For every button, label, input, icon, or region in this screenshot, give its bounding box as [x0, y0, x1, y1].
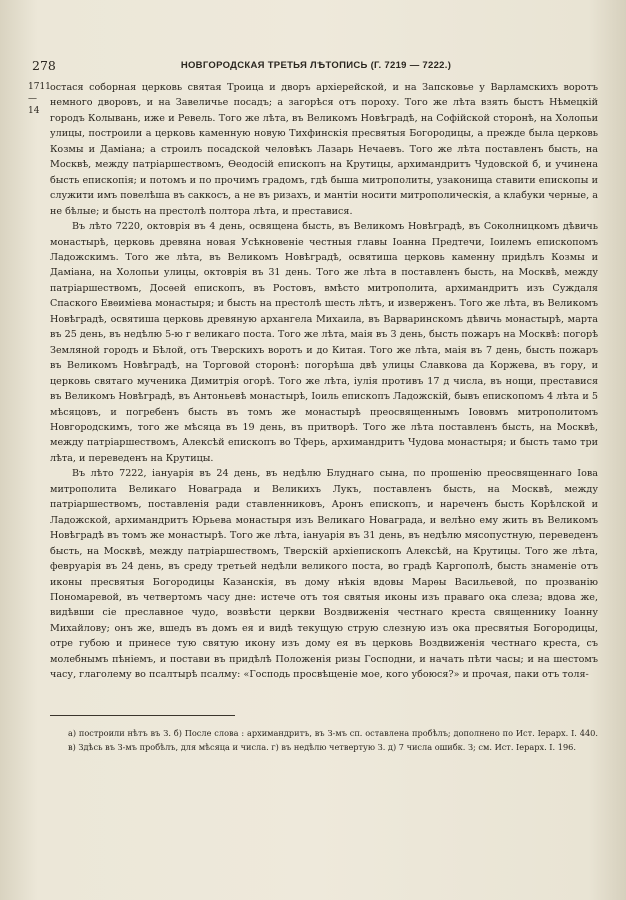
margin-year-line: 1711 [28, 82, 51, 92]
footnote: а) построили нѣтъ въ З. б) После слова : архимандритъ, въ З-мъ сп. оставлена пробѣлъ; дополнено по Ист. Іерарх. І. 440. в) Здѣсь въ З-мъ пробѣлъ, для мѣсяца и числа. г) въ недѣлю четвертую З. д) 7 числа ошибк. З; см. Ист. Іерарх. І. 196. [68, 728, 598, 752]
footnotes [68, 726, 598, 754]
footnote-divider [50, 715, 235, 716]
margin-year-note [28, 81, 51, 117]
margin-year-line: —14 [28, 94, 40, 116]
page-header [32, 58, 600, 74]
paragraph: Въ лѣто 7222, іануарія въ 24 день, въ недѣлю Блуднаго сына, по прошенію преосвященнаго Іова митрополита Великаго Новаграда и Великихъ Лукъ, поставленъ бысть, на Москвѣ, между патріаршествомъ, поставленія ради ставленниковъ, Аронъ епископъ, и нареченъ бысть Корѣлской и Ладожской, архимандритъ Юрьева монастыря изъ Великаго Новаграда, и велѣно ему жить въ Великомъ Новѣградѣ въ томъ же монастырѣ. Того же лѣта, іануарія въ 31 день, въ недѣлю мясопустную, переведенъ бысть, на Москвѣ, между патріаршествомъ, Тверскій архіепископъ Алексѣй, на Крутицы. Того же лѣта, февруарія въ 24 день, въ среду третьей недѣли великого поста, во градѣ Каргополѣ, бысть знаменіе отъ иконы пресвятыя Богородицы Казанскія, въ дому нѣкія вдовы Марѳы Васильевой, по прозванію Пономаревой, въ четвертомъ часу дне: истече отъ тоя святыя иконы изъ праваго ока слеза; вдова же, видѣвши сіе преславное чудо, возвѣсти церкви Воздвиженія честнаго креста священнику Іоанну Михайлову; онъ же, вшедъ въ домъ ея и видѣ текущую струю слезную изъ ока пресвятыя Богородицы, отре губою и принесе тую святую икону изъ дому ея въ церковь Воздвиженія честнаго креста, съ молебнымъ пѣніемъ, и постави въ придѣлѣ Положенія ризы Господни, и начать пѣти часы; и на шестомъ часу, глаголему во псалтырѣ псалму: «Господь просвѣщеніе мое, кого убоюся?» и прочая, паки отъ толя- [50, 468, 598, 681]
paragraph: остася соборная церковь святая Троица и дворъ архіерейской, и на Запсковье у Варламскихъ воротъ немногo дворовъ, и на Завеличье посадъ; а загорѣся отъ пороху. Того же лѣта взять быстъ Нѣмецкій городъ Колывань, иже и Ревель. Того же лѣта, въ Великомъ Новѣградѣ, на Софійской сторонѣ, на Холопьи улицы, построили а церковь каменную новую Тихфинскія пресвятыя Богородицы, а прежде была церковь Козмы и Даміана; а строилъ посадской человѣкъ Лазарь Нечаевъ. Того же лѣта поставленъ бысть, на Москвѣ, между патріаршествомъ, Ѳеодосій епископъ на Крутицы, архимандритъ Чудовской б, и учинена бысть епископія; и потомъ и по прочимъ градомъ, гдѣ быша митрополиты, узаконища ставити епископы и служити имъ повелѣша въ саккосъ, а не въ ризахъ, и мантіи носити митрополическія, а клабуки черные, а не бѣлые; и бысть на престолѣ полтора лѣта, и преставися. [50, 82, 598, 217]
chronicle-text [50, 80, 598, 683]
paragraph: Въ лѣто 7220, октоврія въ 4 день, освящена бысть, въ Великомъ Новѣградѣ, въ Соколницкомъ дѣвичь монастырѣ, церковь древяна новая Усѣкновеніе честныя главы Іоанна Предтечи, Іоилемъ епископомъ Ладожскимъ. Того же лѣта, въ Великомъ Новѣградѣ, освятиша церковь каменну придѣлъ Козмы и Даміана, на Холопьи улицы, октоврія въ 31 день. Того же лѣта в поставленъ бысть, на Москвѣ, между патріаршествомъ, Досѳей епископъ, въ Ростовъ, вмѣсто митрополита, архимандритъ изъ Суждаля Спаского Евѳиміева монастыря; и бысть на престолѣ шесть лѣтъ, и изверженъ. Того же лѣта, въ Великомъ Новѣградѣ, освятиша церковь древяную архангела Михаила, въ Варваринскомъ дѣвичь монастырѣ, марта въ 25 день, въ недѣлю 5-ю г великаго поста. Того же лѣта, маія въ 3 день, бысть пожаръ на Москвѣ: погорѣ Земляной городъ и Бѣлой, отъ Тверскихъ воротъ и до Китая. Того же лѣта, маія въ 7 день, бысть пожаръ въ Великомъ Новѣградѣ, на Торговой сторонѣ: погорѣша двѣ улицы Славкова да Коржева, въ гору, и церковь святаго мученика Димитрія огорѣ. Того же лѣта, іулія противъ 17 д числа, въ нощи, преставися въ Великомъ Новѣградѣ, въ Антоньевѣ монастырѣ, Іоиль епископъ Ладожскій, бывъ епископомъ 4 лѣта и 5 мѣсяцовъ, и погребенъ бысть въ томъ же монастырѣ преосвященнымъ Іововмъ митрополитомъ Новгородскимъ, того же мѣсяца въ 19 день, въ притворѣ. Того же лѣта поставленъ бысть, на Москвѣ, между патріаршествомъ, Алексѣй епископъ во Тферь, архимандритъ Чудова монастыря; и бысть тамо три лѣта, и переведенъ на Крутицы. [50, 221, 598, 464]
page-number: 278 [32, 58, 56, 73]
running-head: НОВГОРОДСКАЯ ТРЕТЬЯ ЛѢТОПИСЬ (Г. 7219 — 7222.) [180, 60, 452, 71]
